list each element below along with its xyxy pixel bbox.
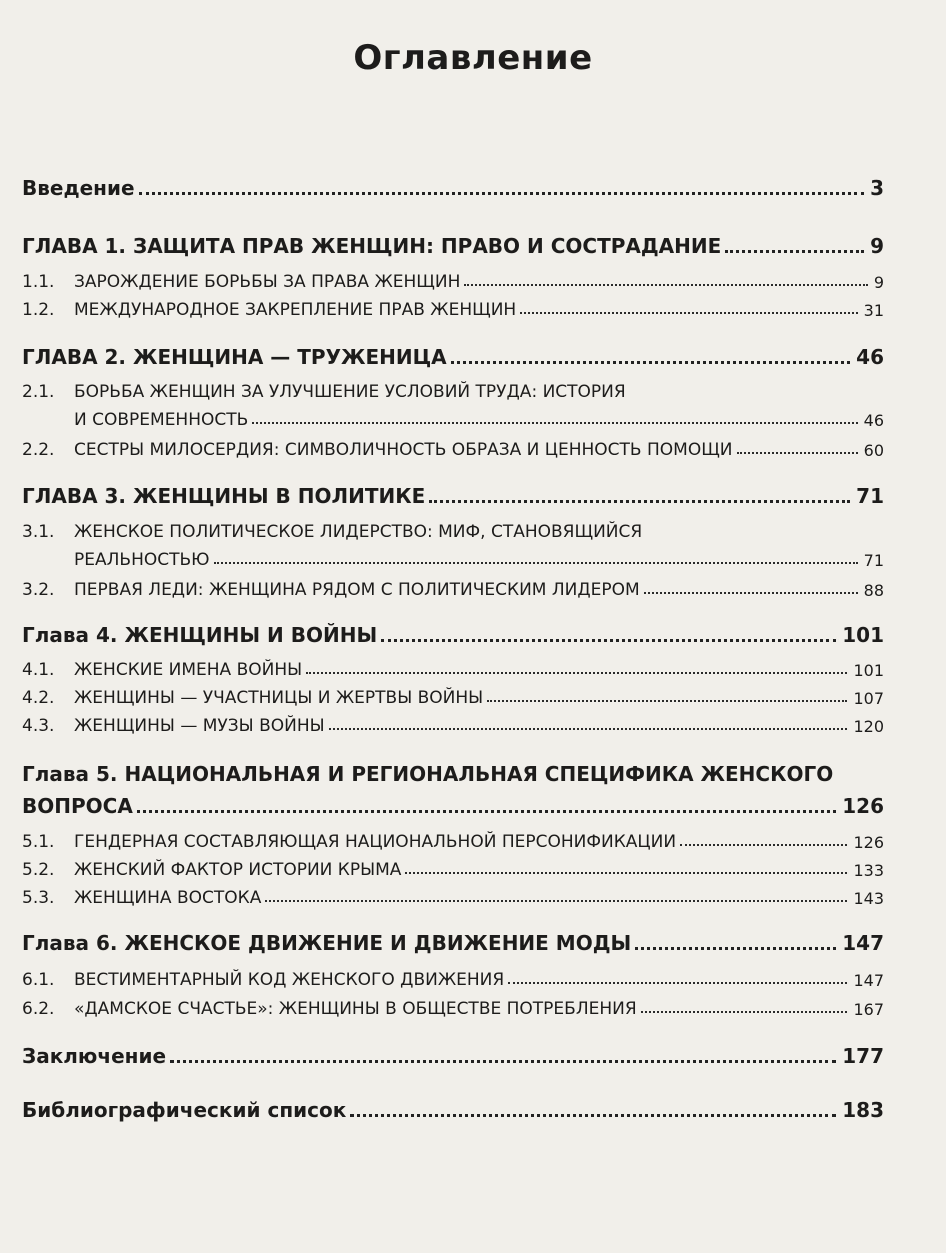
entry-label: Глава 5. НАЦИОНАЛЬНАЯ И РЕГИОНАЛЬНАЯ СПЕЦИФИКА ЖЕНСКОГО bbox=[22, 762, 834, 786]
entry-label: ПЕРВАЯ ЛЕДИ: ЖЕНЩИНА РЯДОМ С ПОЛИТИЧЕСКИМ ЛИДЕРОМ bbox=[74, 580, 640, 600]
section-number: 1.1. bbox=[22, 272, 55, 292]
toc-entry-section-2-1-line-2[interactable] bbox=[74, 410, 884, 430]
entry-label: ЖЕНСКИЙ ФАКТОР ИСТОРИИ КРЫМА bbox=[74, 860, 402, 880]
page-number: 9 bbox=[873, 273, 884, 292]
dot-leader bbox=[451, 361, 851, 364]
section-number: 1.2. bbox=[22, 300, 55, 320]
section-number: 3.2. bbox=[22, 580, 55, 600]
page-number: 147 bbox=[853, 971, 884, 990]
toc-entry-section-5-2[interactable] bbox=[22, 860, 884, 880]
page-number: 133 bbox=[853, 861, 884, 880]
section-number: 4.3. bbox=[22, 716, 55, 736]
page-number: 107 bbox=[853, 689, 884, 708]
toc-entry-chapter-4[interactable] bbox=[22, 623, 884, 647]
toc-entry-section-6-2[interactable] bbox=[22, 999, 884, 1019]
toc-entry-introduction[interactable] bbox=[22, 176, 884, 200]
dot-leader bbox=[464, 284, 867, 286]
entry-label-continued: И СОВРЕМЕННОСТЬ bbox=[74, 410, 249, 430]
entry-label: Библиографический список bbox=[22, 1098, 347, 1122]
entry-label: ЖЕНЩИНА ВОСТОКА bbox=[74, 888, 262, 908]
toc-entry-section-3-1-line-1[interactable] bbox=[22, 522, 642, 542]
page-number: 126 bbox=[842, 794, 884, 818]
section-number: 5.2. bbox=[22, 860, 55, 880]
entry-label: «ДАМСКОЕ СЧАСТЬЕ»: ЖЕНЩИНЫ В ОБЩЕСТВЕ ПОТРЕБЛЕНИЯ bbox=[74, 999, 637, 1019]
entry-label: ЖЕНЩИНЫ — МУЗЫ ВОЙНЫ bbox=[74, 716, 325, 736]
entry-label: Введение bbox=[22, 176, 135, 200]
section-number: 2.2. bbox=[22, 440, 55, 460]
page-number: 46 bbox=[863, 411, 884, 430]
page-number: 183 bbox=[842, 1098, 884, 1122]
page-number: 60 bbox=[863, 441, 884, 460]
dot-leader bbox=[137, 810, 836, 813]
section-number: 6.2. bbox=[22, 999, 55, 1019]
page-number: 143 bbox=[853, 889, 884, 908]
toc-entry-chapter-6[interactable] bbox=[22, 931, 884, 955]
page-number: 31 bbox=[863, 301, 884, 320]
dot-leader bbox=[252, 422, 857, 424]
page-number: 71 bbox=[856, 484, 884, 508]
page-number: 120 bbox=[853, 717, 884, 736]
toc-entry-section-4-2[interactable] bbox=[22, 688, 884, 708]
entry-label: МЕЖДУНАРОДНОЕ ЗАКРЕПЛЕНИЕ ПРАВ ЖЕНЩИН bbox=[74, 300, 517, 320]
entry-label-continued: РЕАЛЬНОСТЬЮ bbox=[74, 550, 210, 570]
toc-entry-section-4-3[interactable] bbox=[22, 716, 884, 736]
entry-label-continued: ВОПРОСА bbox=[22, 794, 133, 818]
entry-label: ЖЕНСКОЕ ПОЛИТИЧЕСКОЕ ЛИДЕРСТВО: МИФ, СТАНОВЯЩИЙСЯ bbox=[74, 522, 643, 542]
entry-label: ГЛАВА 1. ЗАЩИТА ПРАВ ЖЕНЩИН: ПРАВО И СОСТРАДАНИЕ bbox=[22, 234, 722, 258]
toc-entry-chapter-5-line-1[interactable] bbox=[22, 762, 833, 786]
entry-label: Глава 4. ЖЕНЩИНЫ И ВОЙНЫ bbox=[22, 623, 378, 647]
toc-entry-chapter-5-line-2[interactable] bbox=[22, 794, 884, 818]
dot-leader bbox=[265, 900, 847, 902]
dot-leader bbox=[350, 1114, 836, 1117]
dot-leader bbox=[641, 1011, 848, 1013]
dot-leader bbox=[644, 592, 858, 594]
page-number: 147 bbox=[842, 931, 884, 955]
dot-leader bbox=[487, 700, 847, 702]
page-number: 177 bbox=[842, 1044, 884, 1068]
dot-leader bbox=[405, 872, 847, 874]
entry-label: Глава 6. ЖЕНСКОЕ ДВИЖЕНИЕ И ДВИЖЕНИЕ МОДЫ bbox=[22, 931, 632, 955]
dot-leader bbox=[508, 982, 847, 984]
dot-leader bbox=[306, 672, 847, 674]
dot-leader bbox=[214, 562, 858, 564]
toc-entry-section-1-1[interactable] bbox=[22, 272, 884, 292]
dot-leader bbox=[635, 947, 836, 950]
toc-entry-chapter-1[interactable] bbox=[22, 234, 884, 258]
page-title: Оглавление bbox=[353, 38, 593, 78]
entry-label: ЗАРОЖДЕНИЕ БОРЬБЫ ЗА ПРАВА ЖЕНЩИН bbox=[74, 272, 461, 292]
section-number: 3.1. bbox=[22, 522, 55, 542]
toc-entry-chapter-3[interactable] bbox=[22, 484, 884, 508]
dot-leader bbox=[680, 844, 847, 846]
section-number: 2.1. bbox=[22, 382, 55, 402]
page-number: 88 bbox=[863, 581, 884, 600]
dot-leader bbox=[725, 250, 864, 253]
section-number: 6.1. bbox=[22, 970, 55, 990]
section-number: 5.3. bbox=[22, 888, 55, 908]
toc-entry-section-3-2[interactable] bbox=[22, 580, 884, 600]
entry-label: СЕСТРЫ МИЛОСЕРДИЯ: СИМВОЛИЧНОСТЬ ОБРАЗА И ЦЕННОСТЬ ПОМОЩИ bbox=[74, 440, 733, 460]
dot-leader bbox=[381, 639, 836, 642]
section-number: 4.1. bbox=[22, 660, 55, 680]
toc-entry-bibliography[interactable] bbox=[22, 1098, 884, 1122]
entry-label: ГЛАВА 2. ЖЕНЩИНА — ТРУЖЕНИЦА bbox=[22, 345, 447, 369]
page-number: 101 bbox=[842, 623, 884, 647]
section-number: 5.1. bbox=[22, 832, 55, 852]
dot-leader bbox=[139, 192, 865, 195]
page-number: 46 bbox=[856, 345, 884, 369]
entry-label: ЖЕНСКИЕ ИМЕНА ВОЙНЫ bbox=[74, 660, 303, 680]
page-number: 167 bbox=[853, 1000, 884, 1019]
toc-entry-section-2-1-line-1[interactable] bbox=[22, 382, 626, 402]
page-number: 9 bbox=[870, 234, 884, 258]
entry-label: ЖЕНЩИНЫ — УЧАСТНИЦЫ И ЖЕРТВЫ ВОЙНЫ bbox=[74, 688, 484, 708]
dot-leader bbox=[429, 500, 850, 503]
entry-label: ГЕНДЕРНАЯ СОСТАВЛЯЮЩАЯ НАЦИОНАЛЬНОЙ ПЕРСОНИФИКАЦИИ bbox=[74, 832, 677, 852]
toc-entry-section-2-2[interactable] bbox=[22, 440, 884, 460]
entry-label: Заключение bbox=[22, 1044, 167, 1068]
dot-leader bbox=[329, 728, 848, 730]
toc-entry-section-5-1[interactable] bbox=[22, 832, 884, 852]
page-number: 126 bbox=[853, 833, 884, 852]
page-number: 71 bbox=[863, 551, 884, 570]
entry-label: ВЕСТИМЕНТАРНЫЙ КОД ЖЕНСКОГО ДВИЖЕНИЯ bbox=[74, 970, 505, 990]
entry-label: БОРЬБА ЖЕНЩИН ЗА УЛУЧШЕНИЕ УСЛОВИЙ ТРУДА: ИСТОРИЯ bbox=[74, 382, 626, 402]
page-number: 101 bbox=[853, 661, 884, 680]
toc-entry-section-6-1[interactable] bbox=[22, 970, 884, 990]
toc-entry-conclusion[interactable] bbox=[22, 1044, 884, 1068]
entry-label: ГЛАВА 3. ЖЕНЩИНЫ В ПОЛИТИКЕ bbox=[22, 484, 426, 508]
dot-leader bbox=[520, 312, 857, 314]
dot-leader bbox=[170, 1060, 836, 1063]
toc-entry-section-4-1[interactable] bbox=[22, 660, 884, 680]
page-number: 3 bbox=[870, 176, 884, 200]
toc-entry-section-5-3[interactable] bbox=[22, 888, 884, 908]
toc-entry-section-3-1-line-2[interactable] bbox=[74, 550, 884, 570]
toc-entry-chapter-2[interactable] bbox=[22, 345, 884, 369]
dot-leader bbox=[737, 452, 858, 454]
section-number: 4.2. bbox=[22, 688, 55, 708]
toc-entry-section-1-2[interactable] bbox=[22, 300, 884, 320]
